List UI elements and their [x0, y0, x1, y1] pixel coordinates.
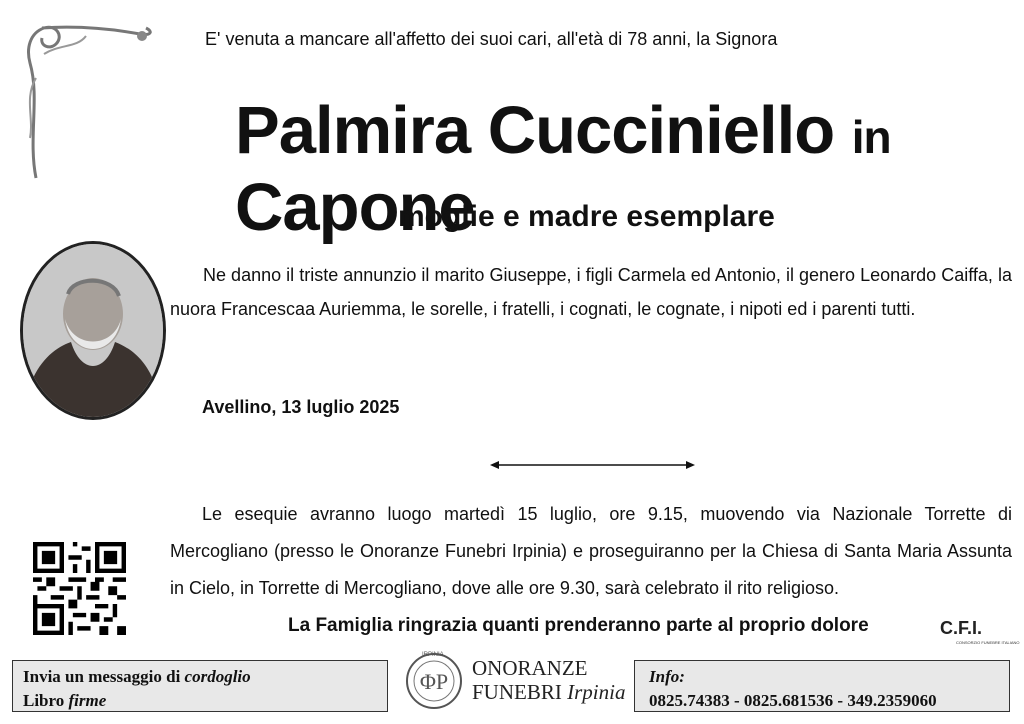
place-date: Avellino, 13 luglio 2025 — [202, 397, 400, 417]
phone-numbers[interactable]: 0825.74383 - 0825.681536 - 349.2359060 — [649, 691, 937, 710]
condolence-italic: cordoglio — [184, 667, 251, 686]
subtitle: moglie e madre esemplare — [398, 200, 775, 233]
funeral-paragraph: Le esequie avranno luogo martedì 15 luglio, ore 9.15, muovendo via Nazionale Torrette di Mercogliano (presso le Onoranze Funebri Irpinia) e proseguiranno per la Chiesa di Santa Maria Assunta in Cielo, in Torrette di Mercogliano, dove alle ore 9.30, sarà celebrato il rito religioso. — [170, 504, 1012, 598]
funeral-home-logo — [404, 651, 464, 711]
name-connector: in — [851, 111, 891, 163]
logo-text: IRPINIA — [422, 652, 444, 658]
cfi-subtext: CONSORZIO FUNEBRE ITALIANO — [956, 640, 1020, 645]
name-main: Palmira Cucciniello — [235, 93, 835, 168]
guestbook-prefix: Libro — [23, 691, 69, 710]
company-line-1: ONORANZE — [472, 656, 588, 680]
funeral-home-name — [472, 656, 625, 704]
name-surname: Capone — [235, 170, 475, 245]
guestbook-line[interactable] — [23, 689, 377, 713]
qr-code[interactable] — [33, 542, 126, 635]
corner-ornament — [22, 18, 157, 188]
thanks-text: La Famiglia ringrazia quanti prenderanno parte al proprio dolore — [288, 615, 869, 636]
company-line-2: FUNEBRI Irpinia — [472, 680, 626, 704]
info-label: Info: — [649, 667, 685, 686]
announcement-paragraph: Ne danno il triste annunzio il marito Giuseppe, i figli Carmela ed Antonio, il genero Leonardo Caiffa, la nuora Francescaa Auriemma, le sorelle, i fratelli, i cognati, le cognate, i nipoti ed i parenti tutti. — [170, 265, 1012, 319]
intro-text: E' venuta a mancare all'affetto dei suoi cari, all'età di 78 anni, la Signora — [205, 29, 778, 49]
condolence-box[interactable] — [12, 660, 388, 712]
svg-text:ΦΡ: ΦΡ — [419, 669, 449, 694]
condolence-prefix: Invia un messaggio di — [23, 667, 185, 686]
portrait-photo — [20, 241, 166, 420]
cfi-logo: C.F.I. — [940, 618, 983, 638]
info-box — [634, 660, 1010, 712]
divider-arrow — [490, 457, 695, 467]
guestbook-italic: firme — [68, 691, 107, 710]
condolence-line[interactable] — [23, 665, 377, 689]
